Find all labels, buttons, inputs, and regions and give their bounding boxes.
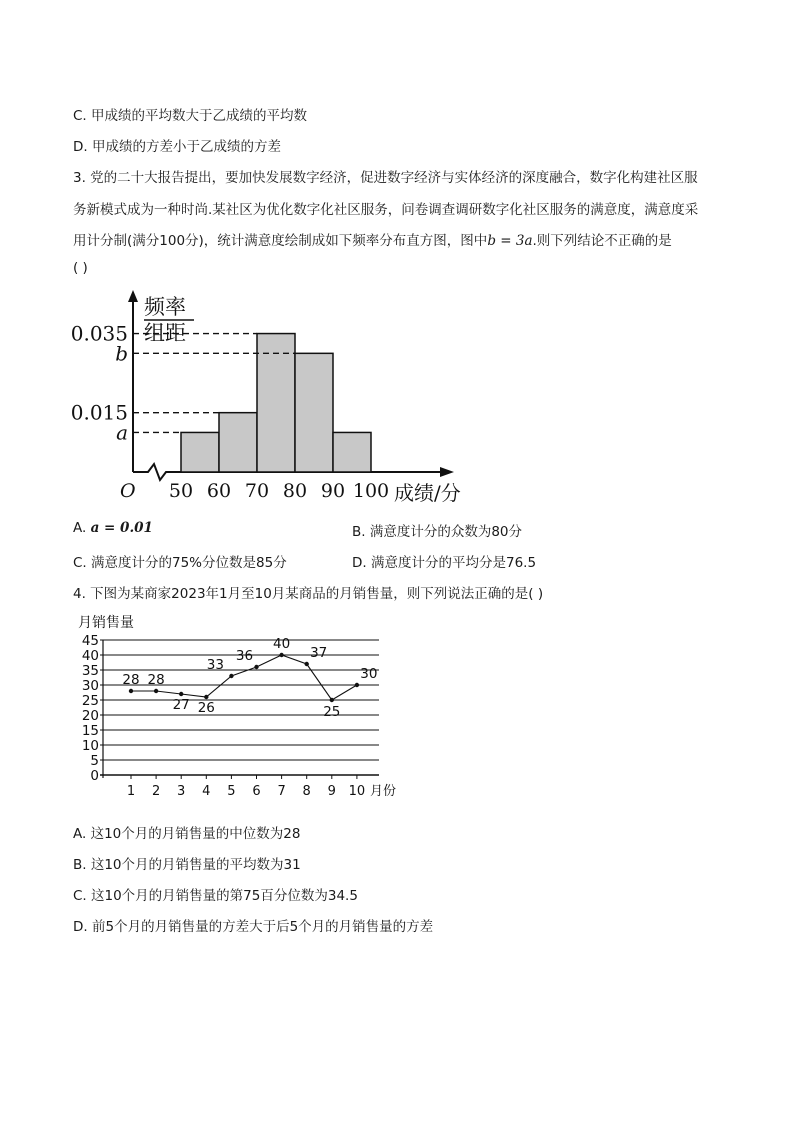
x-tick-label: 80 [282,480,308,502]
y-tick-label: 20 [81,708,99,724]
x-tick-label: 50 [168,480,194,502]
x-tick-label: 4 [202,784,211,799]
y-title-top: 频率 [144,295,186,319]
q3-option-d: D. 满意度计分的平均分是76.5 [352,555,537,571]
q3-option-a-label: A. [73,520,91,536]
x-tick-label: 1 [126,784,136,799]
y-tick-label: 45 [81,633,99,649]
x-tick-label: 60 [206,480,232,502]
q2-option-c: C. 甲成绩的平均数大于乙成绩的平均数 [73,108,308,124]
q4-option-a: A. 这10个月的月销售量的中位数为28 [73,826,301,842]
data-point [129,689,133,693]
data-label: 37 [310,645,328,661]
histogram-bar [257,334,295,472]
q3-option-b: B. 满意度计分的众数为80分 [352,524,523,540]
y-tick-label: 25 [81,693,99,709]
y-tick-label: 0 [90,768,99,784]
data-label: 26 [197,700,215,716]
data-label: 36 [235,648,254,664]
q4-option-b: B. 这10个月的月销售量的平均数为31 [73,857,301,873]
data-point [305,662,309,666]
y-axis-label: 月销售量 [78,615,134,631]
y-tick-label: 5 [90,753,99,769]
q3-condition-math: b = 3a [487,233,533,249]
x-tick-label: 5 [227,784,236,799]
y-tick-label: 0.035 [70,321,128,346]
x-tick-label: 2 [151,784,161,799]
q3-stem-line-1: 3. 党的二十大报告提出，要加快发展数字经济，促进数字经济与实体经济的深度融合，数字化构建社区服 [73,170,698,186]
y-tick-label: 35 [81,663,99,679]
origin-label: O [120,480,136,502]
x-axis-label: 成绩/分 [394,481,461,505]
data-label: 40 [273,636,291,652]
x-tick-label: 90 [320,480,346,502]
q3-option-a [73,520,153,536]
q3-option-c: C. 满意度计分的75%分位数是85分 [73,555,287,571]
data-point [254,665,258,669]
monthly-sales-line-chart [73,610,413,810]
x-tick-label: 3 [177,784,186,799]
x-tick-label: 6 [252,784,261,799]
data-point [355,683,359,687]
data-label: 25 [323,704,341,720]
data-label: 28 [147,672,165,688]
y-tick-label: 40 [81,648,99,664]
y-tick-label: 15 [81,723,99,739]
q3-option-a-math: a = 0.01 [90,520,153,536]
histogram-bar [219,413,257,472]
q3-stem-line-3-text: 用计分制(满分100分)，统计满意度绘制成如下频率分布直方图，图中 [73,233,488,249]
q2-option-d: D. 甲成绩的方差小于乙成绩的方差 [73,139,281,155]
data-point [330,698,334,702]
q3-answer-paren: ( ) [73,260,88,276]
q3-stem-line-2: 务新模式成为一种时尚.某社区为优化数字化社区服务，问卷调查调研数字化社区服务的满意度，满意度采 [73,202,699,218]
data-point [279,653,283,657]
y-tick-label: 10 [81,738,99,754]
data-label: 30 [360,666,378,682]
x-axis-label: 月份 [370,784,397,799]
data-point [229,674,233,678]
x-tick-label: 7 [277,784,286,799]
histogram-bar [333,432,371,472]
y-tick-label: a [116,420,128,445]
y-tick-label: b [115,341,128,366]
q3-stem-line-3-end: .则下列结论不正确的是 [532,233,672,249]
frequency-histogram [70,288,490,510]
data-label: 33 [206,657,224,673]
q3-stem-line-3 [73,229,672,249]
data-point [179,692,183,696]
x-tick-label: 9 [327,784,336,799]
x-tick-label: 70 [244,480,270,502]
histogram-bar [181,432,219,472]
y-axis-arrow [128,290,138,302]
x-axis-arrow [440,467,454,477]
q4-option-c: C. 这10个月的月销售量的第75百分位数为34.5 [73,888,358,904]
y-tick-label: 30 [81,678,99,694]
data-point [204,695,208,699]
data-point [154,689,158,693]
histogram-bar [295,353,333,472]
q4-stem: 4. 下图为某商家2023年1月至10月某商品的月销售量，则下列说法正确的是( ) [73,586,544,602]
data-label: 28 [122,672,140,688]
data-label: 27 [172,697,190,713]
y-tick-label: 0.015 [70,400,128,425]
x-tick-label: 100 [352,480,390,502]
x-tick-label: 8 [302,784,311,799]
q4-option-d: D. 前5个月的月销售量的方差大于后5个月的月销售量的方差 [73,919,434,935]
y-title-bottom: 组距 [144,321,186,345]
x-tick-label: 10 [348,784,366,799]
